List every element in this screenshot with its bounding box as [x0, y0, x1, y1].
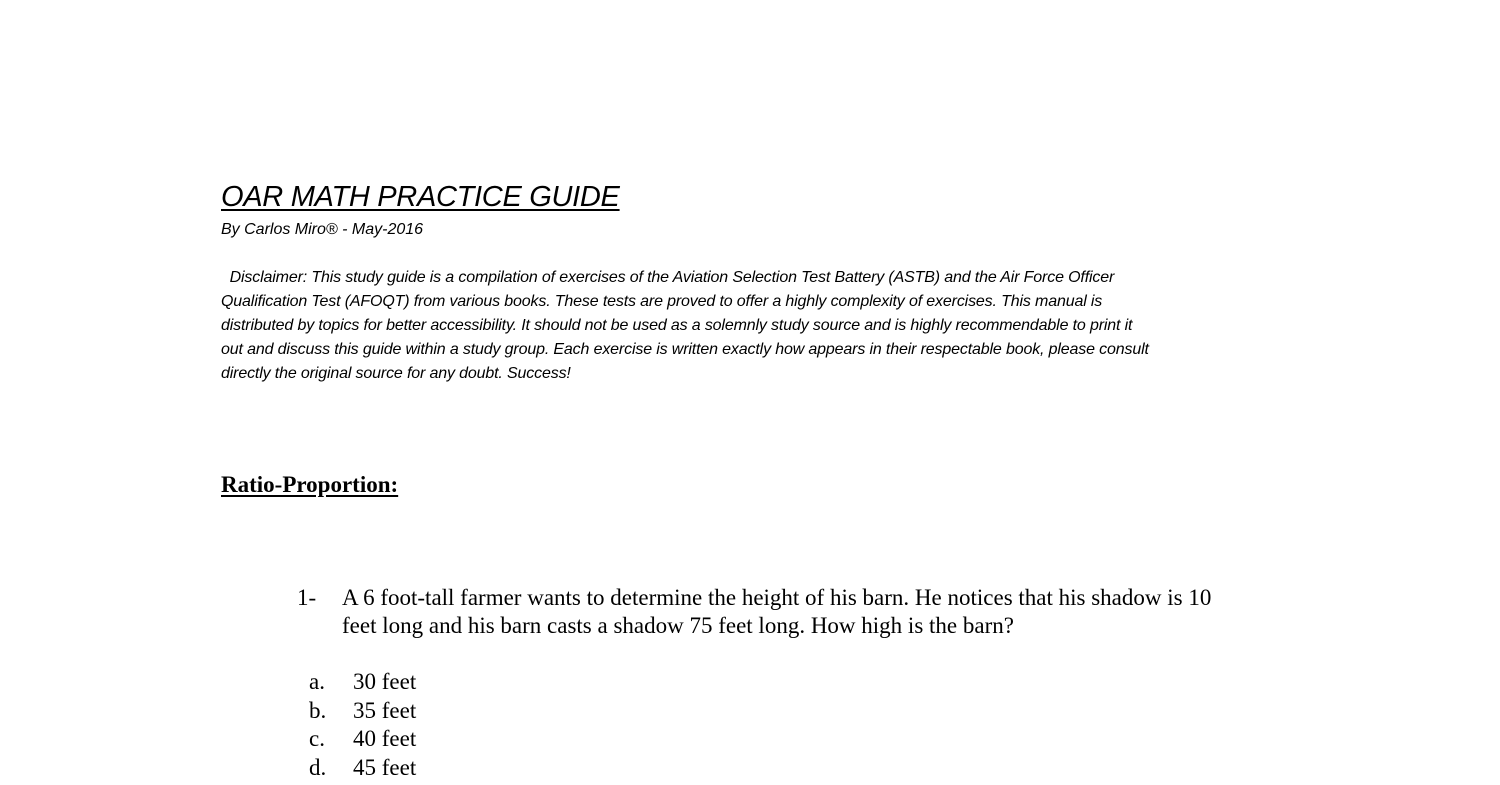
question-text-line: A 6 foot-tall farmer wants to determine the height of his barn. He notices that his shadow is 10 — [342, 585, 1212, 610]
option-text: 45 feet — [353, 754, 417, 780]
option-text: 40 feet — [353, 726, 417, 751]
question-number: 1- — [297, 585, 317, 610]
option-letter: b. — [309, 697, 327, 723]
disclaimer-line: directly the original source for any doubt. Success! — [221, 365, 571, 382]
disclaimer-line: Qualification Test (AFOQT) from various books. These tests are proved to offer a highly complexity of exercises. This manual is — [221, 293, 1103, 310]
section-heading: Ratio-Proportion: — [221, 472, 399, 497]
disclaimer-paragraph — [221, 266, 1286, 386]
option-text: 30 feet — [353, 669, 417, 694]
option-letter: a. — [309, 669, 325, 694]
option-letter: d. — [309, 754, 327, 780]
option-text: 35 feet — [353, 697, 417, 723]
disclaimer-line: distributed by topics for better accessibility. It should not be used as a solemnly study source and is highly recommendable to print it — [221, 317, 1133, 334]
disclaimer-line: Disclaimer: This study guide is a compilation of exercises of the Aviation Selection Test Battery (ASTB) and the Air Force Officer — [221, 269, 1115, 286]
author-byline: By Carlos Miro® - May-2016 — [221, 221, 424, 238]
option-letter: c. — [309, 726, 325, 751]
disclaimer-line: out and discuss this guide within a study group. Each exercise is written exactly how appears in their respectable book, please consult — [221, 341, 1149, 358]
document-title: OAR MATH PRACTICE GUIDE — [221, 181, 620, 213]
question-text — [342, 584, 1287, 640]
question-text-line: feet long and his barn casts a shadow 75 feet long. How high is the barn? — [342, 613, 1014, 638]
